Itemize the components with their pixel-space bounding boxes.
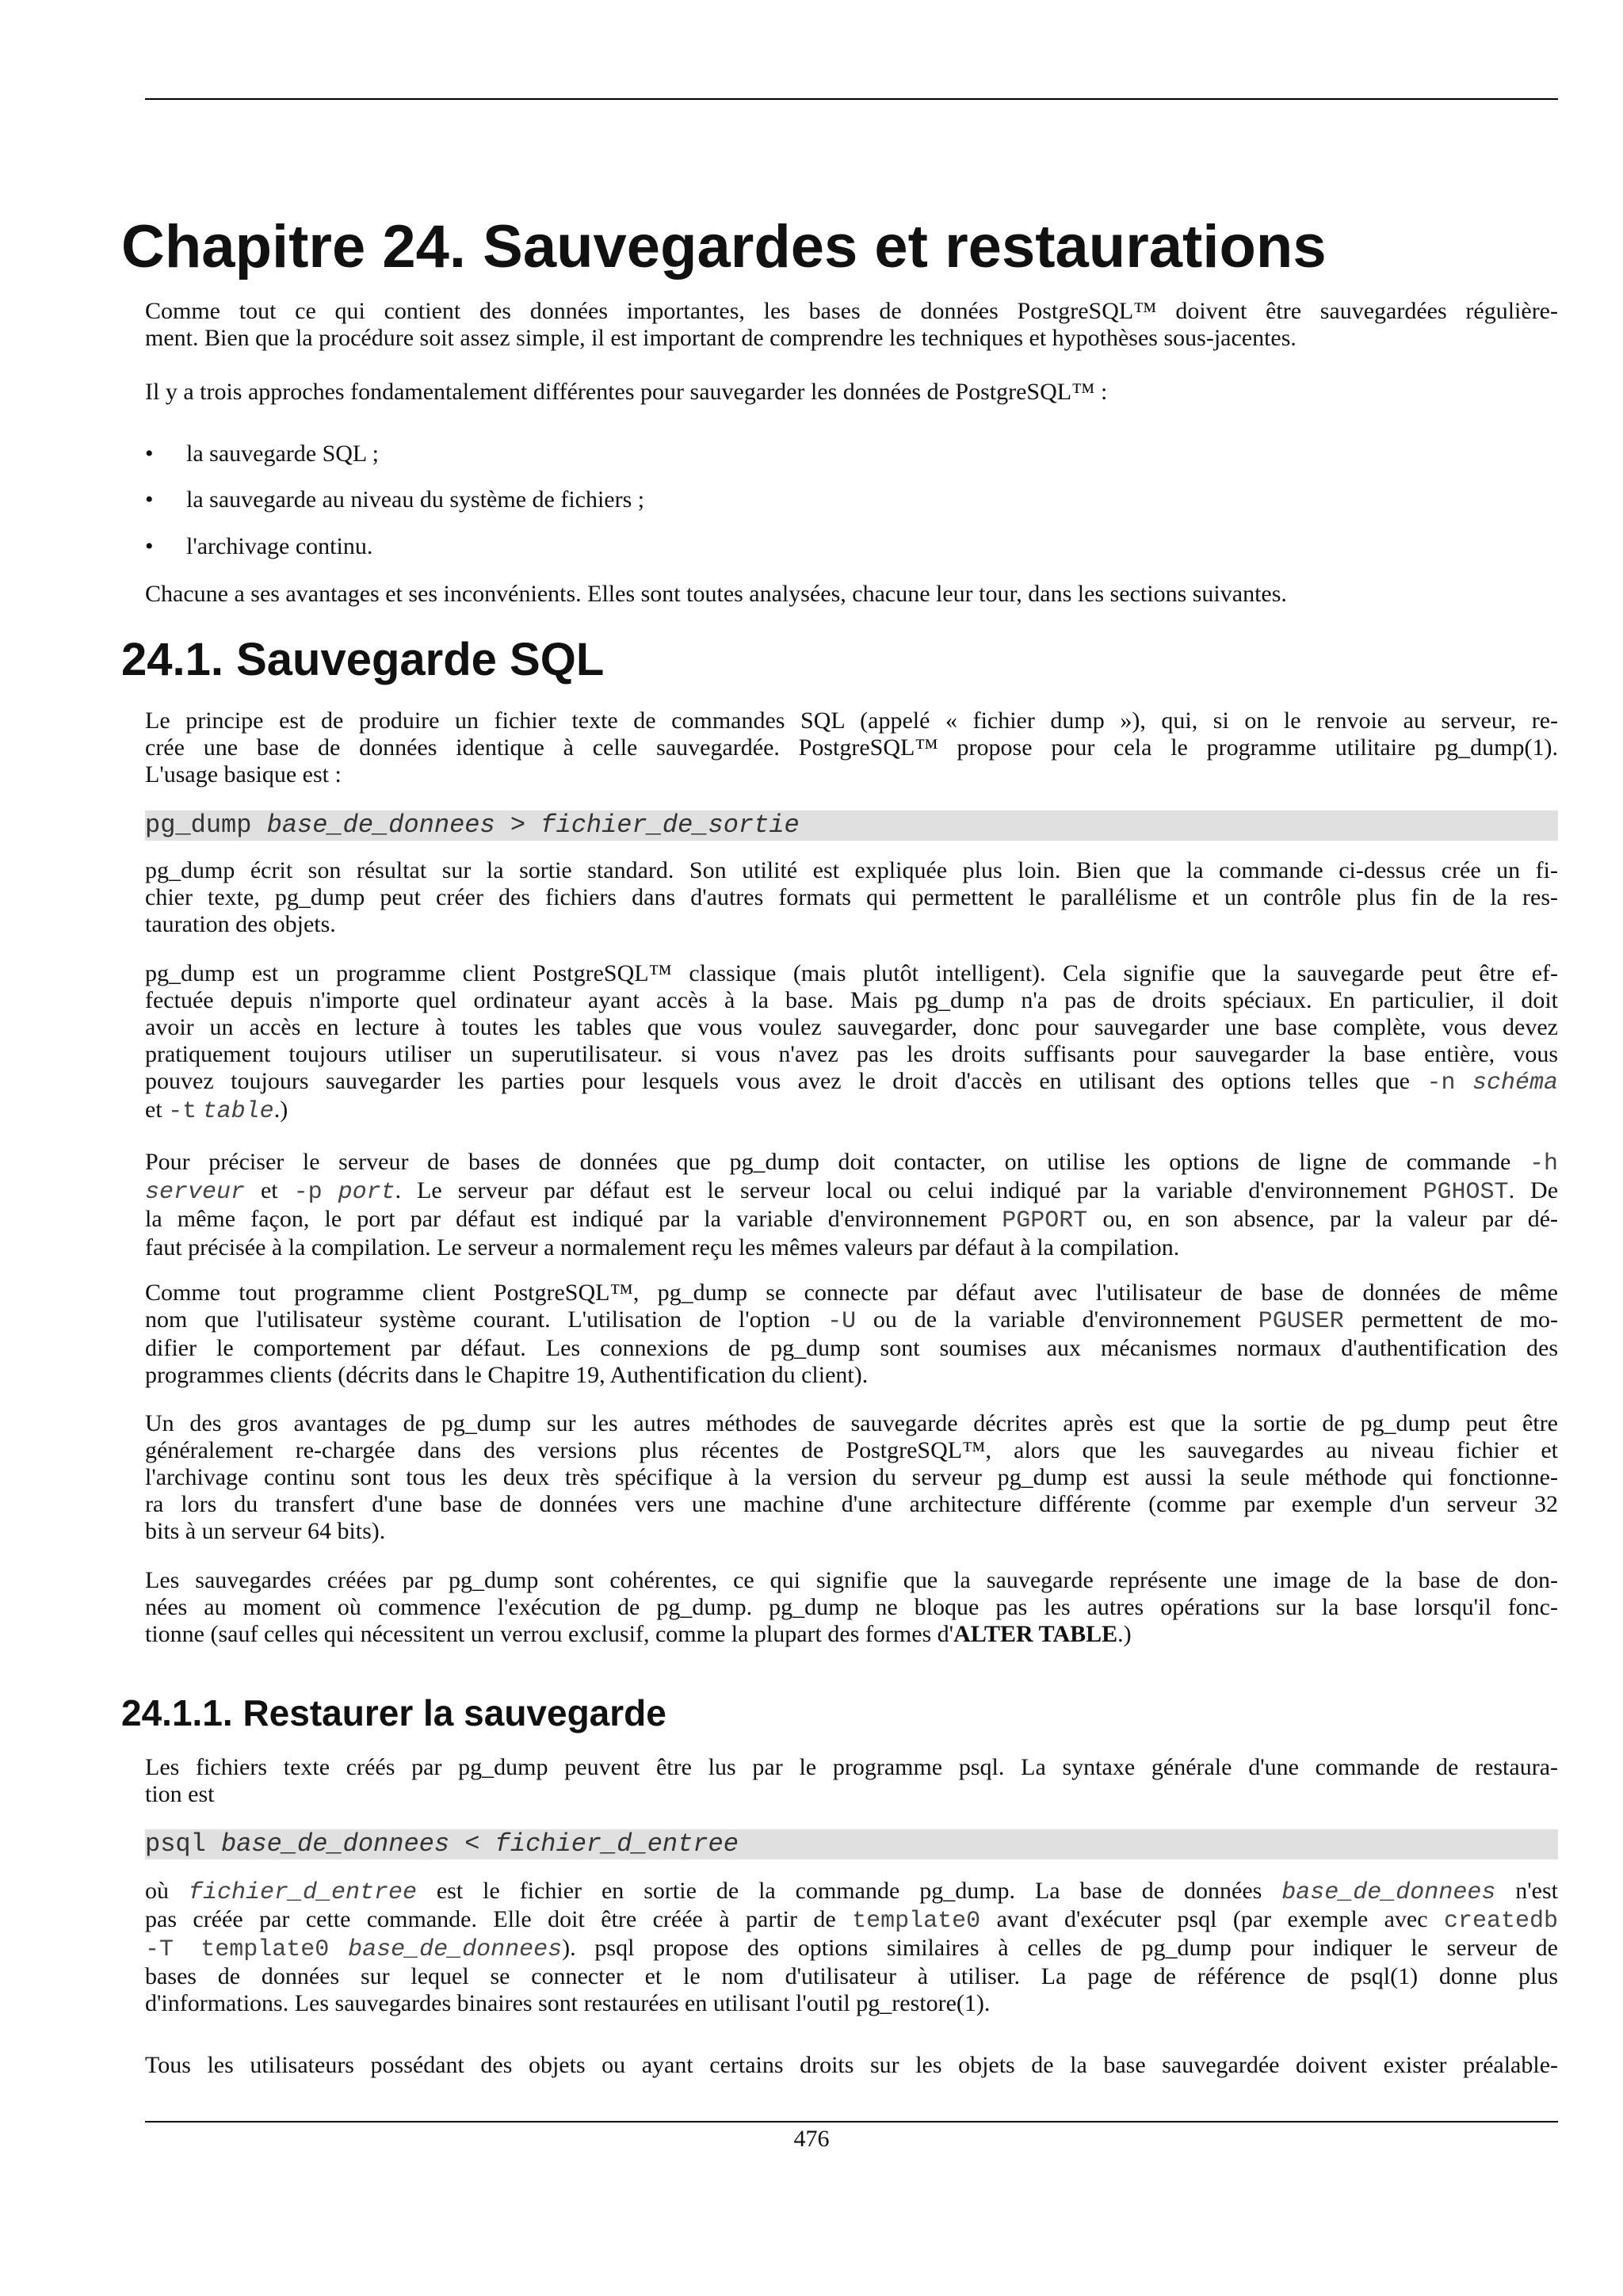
section-paragraph: Un des gros avantages de pg_dump sur les autres méthodes de sauvegarde décrites après est que la sortie de pg_dump peut être généralement re-chargée dans des versions plus récentes de PostgreSQL™, alors que les sauvegardes au niveau fichier et l'archivage continu sont tous les deux très spécifique à la version du serveur pg_dump est aussi la seule méthode qui fonctionne- ra lors du transfert d'une base de données vers une machine d'une architecture différente (comme par exemple d'un serveur 32 bits à un serveur 64 bits). (145, 1410, 1558, 1544)
conclusion-paragraph: Chacune a ses avantages et ses inconvénients. Elles sont toutes analysées, chacune leur tour, dans les sections suivantes. (145, 581, 1287, 607)
section-paragraph: Tous les utilisateurs possédant des objets ou ayant certains droits sur les objets de la base sauvegardée doivent exister préalable- (145, 2052, 1558, 2078)
code-block: pg_dump base_de_donnees > fichier_de_sortie (145, 810, 1558, 841)
section-paragraph: Les sauvegardes créées par pg_dump sont cohérentes, ce qui signifie que la sauvegarde représente une image de la base de don- nées au moment où commence l'exécution de pg_dump. pg_dump ne bloque pas les autres opérations sur la base lorsqu'il fonc- tionne (sauf celles qui nécessitent un verrou exclusif, comme la plupart des formes d'ALTER TABLE.) (145, 1567, 1558, 1647)
list-item: • la sauvegarde SQL ; (145, 441, 379, 467)
footer-rule (145, 2121, 1558, 2122)
section-paragraph: Le principe est de produire un fichier texte de commandes SQL (appelé « fichier dump »), qui, si on le renvoie au serveur, re- crée une base de données identique à celle sauvegardée. PostgreSQL™ propose pour cela le programme utilitaire pg_dump(1). L'usage basique est : (145, 707, 1558, 788)
section-paragraph: Les fichiers texte créés par pg_dump peuvent être lus par le programme psql. La syntaxe générale d'une commande de restaura- tion est (145, 1754, 1558, 1807)
page-number: 476 (793, 2126, 830, 2152)
section-title: 24.1. Sauvegarde SQL (121, 634, 605, 685)
list-item: • la sauvegarde au niveau du système de fichiers ; (145, 486, 645, 513)
section-paragraph: pg_dump est un programme client PostgreSQL™ classique (mais plutôt intelligent). Cela signifie que la sauvegarde peut être ef- fectuée depuis n'importe quel ordinateur ayant accès à la base. Mais pg_dump n'a pas de droits spéciaux. En particulier, il doit avoir un accès en lecture à toutes les tables que vous voulez sauvegarder, donc pour sauvegarder une base complète, vous devez pratiquement toujours utiliser un superutilisateur. si vous n'avez pas les droits suffisants pour sauvegarder la base entière, vous pouvez toujours sauvegarder les parties pour lesquels vous avez le droit d'accès en utilisant des options telles que -n schéma et -t table.) (145, 960, 1559, 1125)
intro-paragraph: Comme tout ce qui contient des données importantes, les bases de données PostgreSQL™ doivent être sauvegardées régulière- ment. Bien que la procédure soit assez simple, il est important de comprendre les techniques et hypothèses sous-jacentes. (145, 298, 1558, 351)
section-paragraph: où fichier_d_entree est le fichier en sortie de la commande pg_dump. La base de données base_de_donnees n'est pas créée par cette commande. Elle doit être créée à partir de template0 avant d'exécuter psql (par exemple avec createdb -T template0 base_de_donnees). psql propose des options similaires à celles de pg_dump pour indiquer le serveur de bases de données sur lequel se connecter et le nom d'utilisateur à utiliser. La page de référence de psql(1) donne plus d'informations. Les sauvegardes binaires sont restaurées en utilisant l'outil pg_restore(1). (145, 1878, 1559, 2016)
section-paragraph: Pour préciser le serveur de bases de données que pg_dump doit contacter, on utilise les options de ligne de commande -h serveur et -p port. Le serveur par défaut est le serveur local ou celui indiqué par la variable d'environnement PGHOST. De la même façon, le port par défaut est indiqué par la variable d'environnement PGPORT ou, en son absence, par la valeur par dé- faut précisée à la compilation. Le serveur a normalement reçu les mêmes valeurs par défaut à la compilation. (145, 1149, 1559, 1261)
approaches-paragraph: Il y a trois approches fondamentalement différentes pour sauvegarder les données de PostgreSQL™ : (145, 379, 1108, 405)
list-item: • l'archivage continu. (145, 533, 373, 559)
code-block: psql base_de_donnees < fichier_d_entree (145, 1829, 1558, 1859)
subsection-title: 24.1.1. Restaurer la sauvegarde (121, 1692, 666, 1733)
chapter-title: Chapitre 24. Sauvegardes et restaurations (121, 213, 1327, 280)
header-rule (145, 98, 1558, 100)
section-paragraph: Comme tout programme client PostgreSQL™, pg_dump se connecte par défaut avec l'utilisateur de base de données de même nom que l'utilisateur système courant. L'utilisation de l'option -U ou de la variable d'environnement PGUSER permettent de mo- difier le comportement par défaut. Les connexions de pg_dump sont soumises aux mécanismes normaux d'authentification des programmes clients (décrits dans le Chapitre 19, Authentification du client). (145, 1280, 1558, 1388)
section-paragraph: pg_dump écrit son résultat sur la sortie standard. Son utilité est expliquée plus loin. Bien que la commande ci-dessus crée un fi- chier texte, pg_dump peut créer des fichiers dans d'autres formats qui permettent le parallélisme et un contrôle plus fin de la res- tauration des objets. (145, 857, 1558, 937)
